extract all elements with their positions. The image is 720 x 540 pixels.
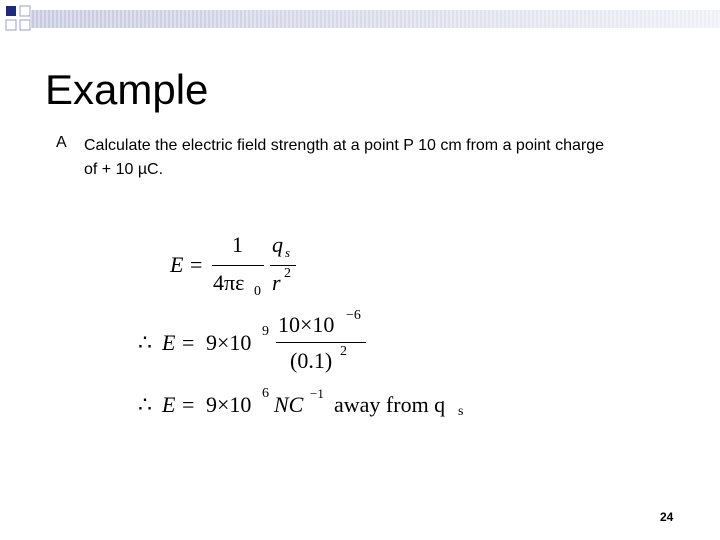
eq3-unit-exponent: −1 (310, 386, 324, 401)
eq1-frac1-bar (212, 265, 264, 266)
slide-title: Example (45, 66, 209, 113)
equation-field-formula (170, 232, 310, 302)
eq2-coefficient: 9×10 (206, 330, 252, 355)
eq1-frac2-numerator: q (272, 232, 283, 257)
eq3-unit: NC (274, 392, 304, 417)
page-number: 24 (660, 510, 674, 524)
eq2-equals: = (182, 330, 195, 355)
eq3-coefficient: 9×10 (206, 392, 252, 417)
corner-square-dark (6, 6, 16, 16)
corner-square-outline (20, 6, 30, 16)
eq3-lhs: E (162, 392, 176, 417)
question-line-2: of + 10 µC. (84, 161, 164, 178)
eq2-coefficient-exponent: 9 (262, 324, 269, 339)
bullet-letter: A (56, 134, 67, 151)
question-text (84, 134, 684, 182)
equation-substitution (138, 308, 378, 384)
eq2-lhs: E (162, 330, 176, 355)
eq1-frac2-denominator: r (272, 270, 281, 295)
eq3-tail-text: away from q (334, 392, 446, 417)
corner-square-outline (6, 20, 16, 30)
corner-square-outline (20, 20, 30, 30)
eq3-equals: = (182, 392, 195, 417)
eq1-frac2-den-superscript: 2 (284, 266, 291, 281)
equation-result (138, 388, 478, 428)
eq3-tail-subscript: s (458, 404, 464, 419)
eq1-lhs: E (170, 252, 184, 277)
eq2-therefore-symbol: ∴ (138, 330, 152, 355)
top-decoration-bar (30, 10, 720, 28)
eq1-frac1-numerator: 1 (232, 232, 243, 257)
eq2-denominator: (0.1) (290, 348, 333, 373)
eq1-frac1-den-subscript: 0 (254, 284, 261, 299)
eq1-frac2-num-subscript: s (285, 245, 291, 260)
eq1-frac1-denominator: 4πε (213, 270, 245, 295)
eq2-numerator: 10×10 (278, 312, 335, 337)
eq2-fraction-bar (276, 342, 366, 343)
eq2-numerator-exponent: −6 (346, 308, 361, 323)
eq1-equals: = (190, 252, 203, 277)
eq2-denominator-exponent: 2 (340, 344, 347, 359)
question-line-1: Calculate the electric field strength at a point P 10 cm from a point charge (84, 137, 604, 154)
eq3-therefore-symbol: ∴ (138, 392, 152, 417)
eq3-coefficient-exponent: 6 (262, 386, 269, 401)
eq1-frac2-bar (270, 265, 296, 266)
